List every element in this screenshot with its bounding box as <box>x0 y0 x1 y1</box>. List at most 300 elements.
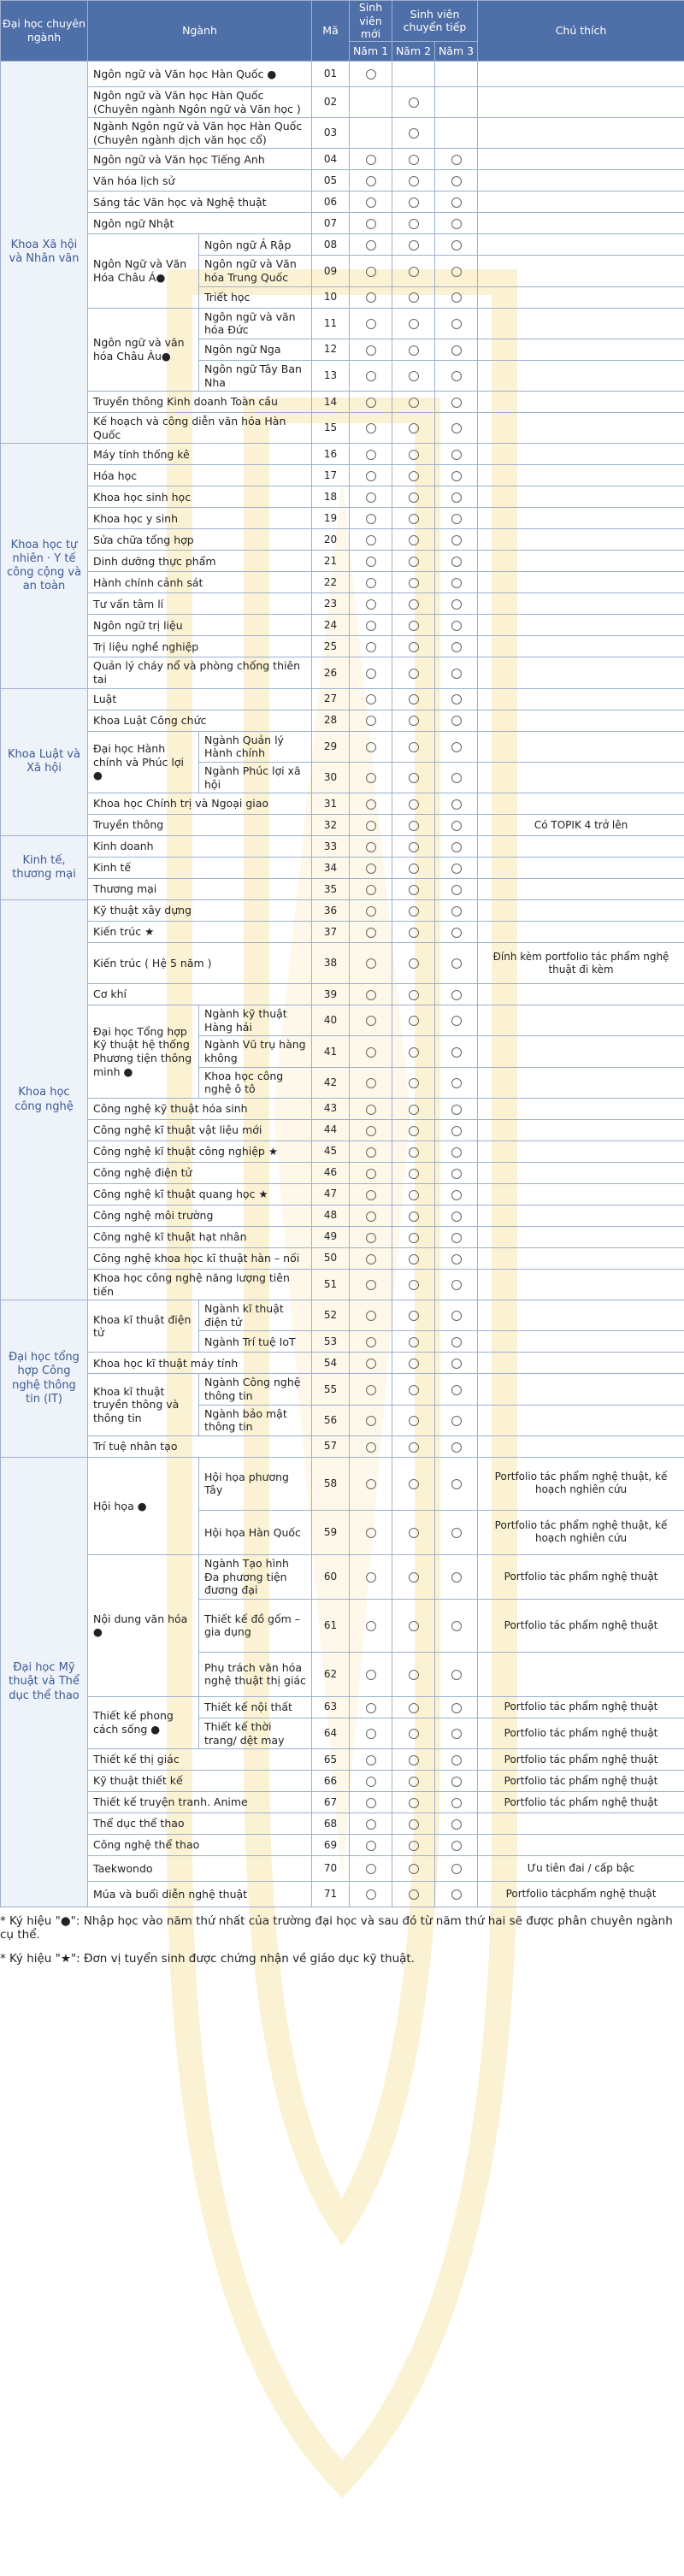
major-code: 40 <box>312 1005 350 1036</box>
major-name: Ngôn ngữ Nga <box>199 339 312 360</box>
circle-mark-icon <box>451 1841 462 1851</box>
circle-mark-icon <box>366 928 376 938</box>
availability-y2 <box>392 943 435 984</box>
availability-y1 <box>350 1652 392 1696</box>
major-code: 26 <box>312 657 350 688</box>
major-name: Kiến trúc ★ <box>88 922 312 943</box>
note-cell <box>478 593 684 615</box>
major-name: Tư vấn tâm lí <box>88 593 312 615</box>
major-code: 18 <box>312 486 350 508</box>
note-cell <box>478 731 684 762</box>
availability-y2 <box>392 118 435 149</box>
major-name: Thiết kế thời trang/ dệt may <box>199 1718 312 1748</box>
circle-mark-icon <box>451 514 462 524</box>
note-cell: Portfolio tác phẩm nghệ thuật <box>478 1792 684 1813</box>
major-name: Thiết kế đồ gốm – gia dụng <box>199 1599 312 1652</box>
availability-y2 <box>392 444 435 465</box>
circle-mark-icon <box>451 1670 462 1680</box>
availability-y2 <box>392 815 435 836</box>
availability-y3 <box>435 731 478 762</box>
note-cell: Portfolio tác phẩm nghệ thuật <box>478 1554 684 1599</box>
availability-y3 <box>435 1510 478 1554</box>
major-name: Văn hóa lịch sử <box>88 170 312 192</box>
circle-mark-icon <box>409 1280 419 1290</box>
availability-y3 <box>435 1882 478 1907</box>
major-code: 15 <box>312 413 350 444</box>
circle-mark-icon <box>409 557 419 567</box>
major-code: 36 <box>312 900 350 922</box>
circle-mark-icon <box>366 292 376 303</box>
circle-mark-icon <box>366 885 376 895</box>
circle-mark-icon <box>366 471 376 481</box>
availability-y1 <box>350 1247 392 1269</box>
circle-mark-icon <box>366 1337 376 1347</box>
circle-mark-icon <box>366 1841 376 1851</box>
circle-mark-icon <box>409 578 419 588</box>
table-row <box>1 1005 684 1036</box>
availability-y2 <box>392 1835 435 1856</box>
availability-y2 <box>392 192 435 213</box>
major-code: 38 <box>312 943 350 984</box>
circle-mark-icon <box>451 535 462 545</box>
header-major: Ngành <box>88 1 312 62</box>
major-name: Ngành Trí tuệ IoT <box>199 1331 312 1353</box>
availability-y1 <box>350 61 392 86</box>
note-cell <box>478 308 684 339</box>
table-row <box>1 1226 684 1247</box>
availability-y2 <box>392 1718 435 1748</box>
table-row <box>1 1162 684 1183</box>
availability-y1 <box>350 922 392 943</box>
availability-y1 <box>350 1205 392 1226</box>
availability-y3 <box>435 1005 478 1036</box>
major-code: 61 <box>312 1599 350 1652</box>
major-code: 70 <box>312 1856 350 1882</box>
circle-mark-icon <box>409 292 419 303</box>
major-name: Cơ khí <box>88 984 312 1005</box>
major-code: 31 <box>312 793 350 815</box>
note-cell <box>478 636 684 657</box>
availability-y2 <box>392 1141 435 1162</box>
circle-mark-icon <box>451 240 462 251</box>
circle-mark-icon <box>409 742 419 752</box>
major-name: Ngôn ngữ và Văn hóa Trung Quốc <box>199 256 312 286</box>
table-row <box>1 943 684 984</box>
circle-mark-icon <box>451 1190 462 1200</box>
faculty-cell: Đại học Mỹ thuật và Thể dục thể thao <box>1 1457 88 1907</box>
note-cell <box>478 529 684 551</box>
availability-y2 <box>392 149 435 170</box>
note-cell <box>478 1435 684 1457</box>
circle-mark-icon <box>366 155 376 165</box>
availability-y1 <box>350 486 392 508</box>
major-name: Công nghệ kỹ thuật hóa sinh <box>88 1098 312 1119</box>
availability-y1 <box>350 551 392 572</box>
availability-y1 <box>350 1457 392 1510</box>
availability-y3 <box>435 1269 478 1300</box>
availability-y1 <box>350 1331 392 1353</box>
major-name: Ngôn ngữ và Văn học Hàn Quốc (Chuyên ngành Ngôn ngữ và Văn học ) <box>88 86 312 117</box>
availability-y1 <box>350 234 392 256</box>
availability-y2 <box>392 1510 435 1554</box>
major-name: Ngôn ngữ Nhật <box>88 213 312 234</box>
availability-y1 <box>350 1696 392 1718</box>
circle-mark-icon <box>366 69 376 80</box>
faculty-cell: Khoa Luật và Xã hội <box>1 688 88 836</box>
major-code: 24 <box>312 615 350 636</box>
major-name: Ngành Vũ trụ hàng không <box>199 1036 312 1067</box>
table-row <box>1 593 684 615</box>
availability-y3 <box>435 572 478 593</box>
note-cell: Portfolio tác phẩm nghệ thuật, kế hoạch nghiên cứu <box>478 1457 684 1510</box>
note-cell <box>478 1141 684 1162</box>
circle-mark-icon <box>451 345 462 356</box>
table-row <box>1 1813 684 1835</box>
major-code: 02 <box>312 86 350 117</box>
availability-y1 <box>350 1353 392 1374</box>
availability-y1 <box>350 1067 392 1098</box>
circle-mark-icon <box>451 1479 462 1489</box>
major-group-cell: Khoa kĩ thuật điện tử <box>88 1300 199 1353</box>
availability-y3 <box>435 529 478 551</box>
table-row <box>1 1554 684 1599</box>
availability-y2 <box>392 1856 435 1882</box>
circle-mark-icon <box>366 1670 376 1680</box>
circle-mark-icon <box>366 1047 376 1058</box>
header-year-1: Năm 1 <box>350 41 392 61</box>
circle-mark-icon <box>366 176 376 186</box>
major-code: 33 <box>312 836 350 858</box>
major-code: 28 <box>312 710 350 731</box>
major-code: 46 <box>312 1162 350 1183</box>
circle-mark-icon <box>451 578 462 588</box>
major-name: Khoa học công nghệ ô tô <box>199 1067 312 1098</box>
availability-y1 <box>350 900 392 922</box>
circle-mark-icon <box>451 1126 462 1136</box>
table-row <box>1 731 684 762</box>
circle-mark-icon <box>409 1169 419 1179</box>
circle-mark-icon <box>366 219 376 229</box>
major-code: 50 <box>312 1247 350 1269</box>
circle-mark-icon <box>409 1211 419 1222</box>
circle-mark-icon <box>366 1798 376 1808</box>
availability-y1 <box>350 286 392 308</box>
availability-y1 <box>350 392 392 413</box>
major-name: Kế hoạch và công diễn văn hóa Hàn Quốc <box>88 413 312 444</box>
table-row <box>1 1141 684 1162</box>
note-cell <box>478 793 684 815</box>
availability-y2 <box>392 360 435 391</box>
availability-y1 <box>350 762 392 793</box>
major-code: 64 <box>312 1718 350 1748</box>
table-row <box>1 984 684 1005</box>
note-cell <box>478 1331 684 1353</box>
circle-mark-icon <box>366 1729 376 1739</box>
circle-mark-icon <box>409 1254 419 1264</box>
note-cell: Portfolio tác phẩm nghệ thuật, kế hoạch nghiên cứu <box>478 1510 684 1554</box>
major-name: Ngành bảo mật thông tin <box>199 1405 312 1435</box>
availability-y2 <box>392 731 435 762</box>
major-code: 67 <box>312 1792 350 1813</box>
circle-mark-icon <box>366 1078 376 1088</box>
availability-y2 <box>392 793 435 815</box>
circle-mark-icon <box>451 1889 462 1900</box>
major-name: Máy tính thống kê <box>88 444 312 465</box>
circle-mark-icon <box>366 799 376 810</box>
note-cell: Portfolio tác phẩm nghệ thuật <box>478 1749 684 1771</box>
availability-y3 <box>435 486 478 508</box>
availability-y2 <box>392 1771 435 1792</box>
note-cell <box>478 879 684 900</box>
availability-y2 <box>392 836 435 858</box>
circle-mark-icon <box>451 219 462 229</box>
circle-mark-icon <box>451 799 462 810</box>
availability-y1 <box>350 1405 392 1435</box>
availability-y3 <box>435 551 478 572</box>
major-name: Kinh doanh <box>88 836 312 858</box>
table-row <box>1 61 684 86</box>
availability-y3 <box>435 793 478 815</box>
circle-mark-icon <box>409 1311 419 1321</box>
major-code: 14 <box>312 392 350 413</box>
availability-y1 <box>350 1005 392 1036</box>
circle-mark-icon <box>409 398 419 408</box>
note-cell <box>478 1652 684 1696</box>
availability-y3 <box>435 149 478 170</box>
circle-mark-icon <box>451 319 462 329</box>
note-cell <box>478 170 684 192</box>
major-name: Công nghệ điện tử <box>88 1162 312 1183</box>
note-cell: Đính kèm portfolio tác phẩm nghệ thuật đi kèm <box>478 943 684 984</box>
major-name: Ngành kỹ thuật Hàng hải <box>199 1005 312 1036</box>
availability-y2 <box>392 688 435 710</box>
major-code: 25 <box>312 636 350 657</box>
major-code: 45 <box>312 1141 350 1162</box>
major-name: Khoa học kĩ thuật máy tính <box>88 1353 312 1374</box>
circle-mark-icon <box>409 1777 419 1787</box>
circle-mark-icon <box>451 990 462 1000</box>
major-code: 09 <box>312 256 350 286</box>
availability-y3 <box>435 339 478 360</box>
availability-y1 <box>350 1119 392 1141</box>
note-cell <box>478 1005 684 1036</box>
circle-mark-icon <box>409 1572 419 1583</box>
availability-y3 <box>435 1353 478 1374</box>
availability-y1 <box>350 710 392 731</box>
major-name: Khoa học sinh học <box>88 486 312 508</box>
major-code: 63 <box>312 1696 350 1718</box>
availability-y2 <box>392 213 435 234</box>
availability-y3 <box>435 192 478 213</box>
major-name: Ngành kĩ thuật điện tử <box>199 1300 312 1331</box>
availability-y3 <box>435 1435 478 1457</box>
availability-y1 <box>350 593 392 615</box>
availability-y2 <box>392 1226 435 1247</box>
major-name: Công nghệ thể thao <box>88 1835 312 1856</box>
major-group-cell: Nội dung văn hóa ● <box>88 1554 199 1696</box>
major-name: Hội họa phương Tây <box>199 1457 312 1510</box>
circle-mark-icon <box>366 773 376 783</box>
major-code: 35 <box>312 879 350 900</box>
circle-mark-icon <box>409 694 419 704</box>
availability-y2 <box>392 86 435 117</box>
major-code: 43 <box>312 1098 350 1119</box>
circle-mark-icon <box>366 1211 376 1222</box>
circle-mark-icon <box>409 345 419 356</box>
circle-mark-icon <box>366 578 376 588</box>
major-name: Ngôn ngữ và văn hóa Đức <box>199 308 312 339</box>
circle-mark-icon <box>451 423 462 433</box>
availability-y3 <box>435 710 478 731</box>
table-row <box>1 1696 684 1718</box>
circle-mark-icon <box>366 716 376 726</box>
circle-mark-icon <box>409 535 419 545</box>
circle-mark-icon <box>409 176 419 186</box>
availability-y1 <box>350 1882 392 1907</box>
header-year-2: Năm 2 <box>392 41 435 61</box>
circle-mark-icon <box>366 599 376 610</box>
major-name: Ngành Phúc lợi xã hội <box>199 762 312 793</box>
note-cell <box>478 360 684 391</box>
availability-y2 <box>392 1183 435 1205</box>
availability-y3 <box>435 900 478 922</box>
availability-y1 <box>350 1510 392 1554</box>
note-cell <box>478 61 684 86</box>
circle-mark-icon <box>409 716 419 726</box>
circle-mark-icon <box>366 345 376 356</box>
table-row <box>1 1457 684 1510</box>
circle-mark-icon <box>409 958 419 969</box>
availability-y1 <box>350 192 392 213</box>
availability-y2 <box>392 1652 435 1696</box>
note-cell <box>478 1098 684 1119</box>
availability-y1 <box>350 688 392 710</box>
note-cell <box>478 486 684 508</box>
major-name: Hóa học <box>88 465 312 486</box>
availability-y1 <box>350 657 392 688</box>
note-cell <box>478 615 684 636</box>
major-code: 19 <box>312 508 350 529</box>
availability-y2 <box>392 1554 435 1599</box>
table-row <box>1 657 684 688</box>
major-code: 07 <box>312 213 350 234</box>
availability-y2 <box>392 879 435 900</box>
circle-mark-icon <box>409 1337 419 1347</box>
table-row <box>1 1098 684 1119</box>
availability-y2 <box>392 286 435 308</box>
table-row <box>1 1353 684 1374</box>
circle-mark-icon <box>451 842 462 852</box>
note-cell: Portfolio tác phẩm nghệ thuật <box>478 1696 684 1718</box>
major-code: 51 <box>312 1269 350 1300</box>
availability-y2 <box>392 551 435 572</box>
circle-mark-icon <box>366 864 376 874</box>
availability-y3 <box>435 1300 478 1331</box>
table-row <box>1 793 684 815</box>
availability-y1 <box>350 879 392 900</box>
availability-y1 <box>350 508 392 529</box>
major-group-cell: Ngôn ngữ và văn hóa Châu Âu● <box>88 308 199 392</box>
availability-y1 <box>350 1036 392 1067</box>
availability-y3 <box>435 615 478 636</box>
major-code: 69 <box>312 1835 350 1856</box>
note-cell <box>478 256 684 286</box>
note-cell <box>478 1183 684 1205</box>
availability-y3 <box>435 360 478 391</box>
major-name: Ngành Ngôn ngữ và Văn học Hàn Quốc (Chuyên ngành dịch văn học cổ) <box>88 118 312 149</box>
availability-y1 <box>350 256 392 286</box>
table-row <box>1 836 684 858</box>
major-code: 59 <box>312 1510 350 1554</box>
major-name: Triết học <box>199 286 312 308</box>
note-cell <box>478 413 684 444</box>
availability-y2 <box>392 1435 435 1457</box>
circle-mark-icon <box>366 197 376 208</box>
availability-y2 <box>392 1269 435 1300</box>
note-cell: Ưu tiên đai / cấp bậc <box>478 1856 684 1882</box>
major-code: 21 <box>312 551 350 572</box>
major-name: Truyền thông <box>88 815 312 836</box>
circle-mark-icon <box>409 219 419 229</box>
availability-y2 <box>392 657 435 688</box>
note-cell <box>478 508 684 529</box>
circle-mark-icon <box>451 1416 462 1426</box>
circle-mark-icon <box>451 1280 462 1290</box>
circle-mark-icon <box>366 240 376 251</box>
circle-mark-icon <box>409 1233 419 1243</box>
table-row <box>1 86 684 117</box>
note-cell <box>478 900 684 922</box>
table-row <box>1 1247 684 1269</box>
availability-y2 <box>392 1374 435 1405</box>
note-cell <box>478 118 684 149</box>
major-code: 12 <box>312 339 350 360</box>
circle-mark-icon <box>366 694 376 704</box>
major-code: 48 <box>312 1205 350 1226</box>
availability-y3 <box>435 762 478 793</box>
note-cell <box>478 836 684 858</box>
major-name: Múa và buổi diễn nghệ thuật <box>88 1882 312 1907</box>
circle-mark-icon <box>451 1572 462 1583</box>
major-name: Ngành Tạo hình Đa phương tiện đương đại <box>199 1554 312 1599</box>
note-cell <box>478 1300 684 1331</box>
availability-y3 <box>435 636 478 657</box>
note-cell <box>478 1162 684 1183</box>
availability-y3 <box>435 1405 478 1435</box>
availability-y2 <box>392 1205 435 1226</box>
availability-y1 <box>350 636 392 657</box>
availability-y2 <box>392 308 435 339</box>
circle-mark-icon <box>451 642 462 652</box>
availability-y1 <box>350 213 392 234</box>
header-transfer-students: Sinh viên chuyển tiếp <box>392 1 478 42</box>
availability-y1 <box>350 413 392 444</box>
availability-y1 <box>350 1813 392 1835</box>
major-name: Phụ trách văn hóa nghệ thuật thị giác <box>199 1652 312 1696</box>
availability-y3 <box>435 1696 478 1718</box>
faculty-cell: Khoa Xã hội và Nhân văn <box>1 61 88 444</box>
availability-y3 <box>435 657 478 688</box>
availability-y2 <box>392 922 435 943</box>
availability-y3 <box>435 1457 478 1510</box>
availability-y1 <box>350 1162 392 1183</box>
circle-mark-icon <box>409 1755 419 1765</box>
note-cell <box>478 86 684 117</box>
availability-y2 <box>392 1036 435 1067</box>
major-name: Công nghệ kĩ thuật công nghiệp ★ <box>88 1141 312 1162</box>
note-cell <box>478 1353 684 1374</box>
circle-mark-icon <box>366 1147 376 1158</box>
